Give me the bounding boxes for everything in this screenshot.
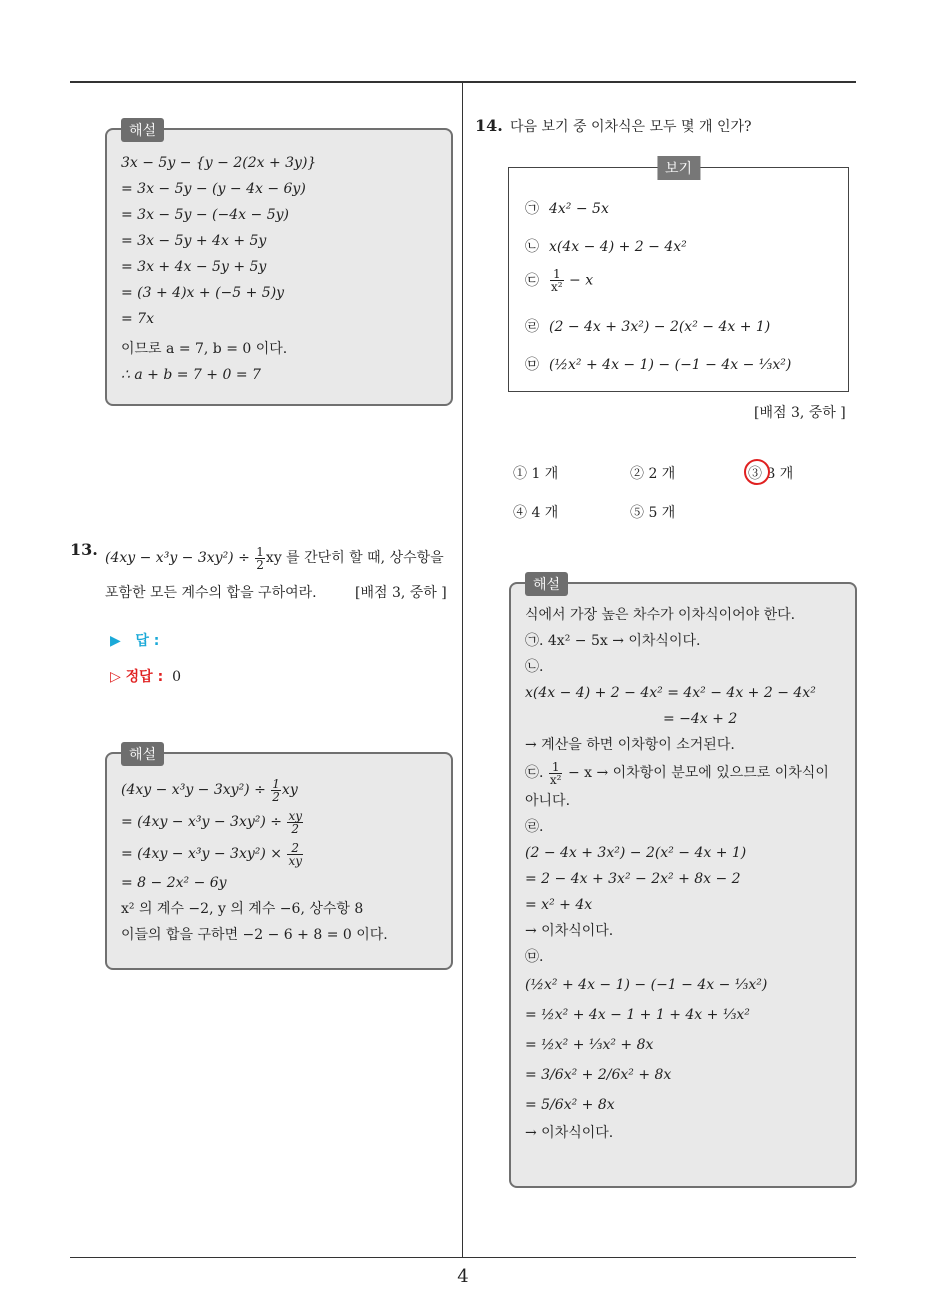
solution-line: = (4xy − x³y − 3xy²) × $\frac{2}{xy}$ bbox=[121, 840, 302, 868]
top-rule bbox=[70, 81, 856, 83]
question-number: 13. bbox=[70, 540, 98, 559]
selected-answer-circle bbox=[744, 459, 770, 485]
solution-line: → 계산을 하면 이차항이 소거된다. bbox=[525, 737, 735, 753]
bogi-box bbox=[508, 161, 849, 392]
solution-line: = 5/6x² + 8x bbox=[525, 1097, 615, 1113]
score-label: [배점 3, 중하 ] bbox=[754, 405, 846, 421]
solution-line: = −4x + 2 bbox=[663, 711, 738, 727]
solution-line: = 3x − 5y + 4x + 5y bbox=[121, 233, 267, 249]
solution-line: = ½x² + 4x − 1 + 1 + 4x + ⅓x² bbox=[525, 1007, 750, 1023]
fraction: $\frac{1}{2}$ bbox=[256, 544, 264, 572]
bogi-item: ㉣ (2 − 4x + 3x²) − 2(x² − 4x + 1) bbox=[525, 319, 771, 335]
solution-line: = (3 + 4)x + (−5 + 5)y bbox=[121, 285, 285, 301]
solution-line: (4xy − x³y − 3xy²) ÷ $\frac{1}{2}$ xy bbox=[121, 776, 298, 804]
question-expr-suffix: xy 를 간단히 할 때, 상수항을 bbox=[265, 550, 444, 566]
bogi-item: ㉤ (½x² + 4x − 1) − (−1 − 4x − ⅓x²) bbox=[525, 357, 792, 373]
solution-line: = 3x + 4x − 5y + 5y bbox=[121, 259, 267, 275]
choice-1[interactable]: ① 1 개 bbox=[513, 466, 559, 482]
solution-line: 이므로 a = 7, b = 0 이다. bbox=[121, 341, 288, 357]
choice-3[interactable]: ③ 3 개 bbox=[748, 463, 793, 483]
question-expr: (4xy − x³y − 3xy²) ÷ bbox=[105, 550, 250, 566]
solution-line: = 7x bbox=[121, 311, 154, 327]
q14-solution-box bbox=[509, 577, 857, 1188]
q13-solution-box bbox=[105, 747, 453, 970]
choice-5[interactable]: ⑤ 5 개 bbox=[630, 505, 676, 521]
answer-line: ▶ 답 : bbox=[110, 633, 160, 649]
choice-2[interactable]: ② 2 개 bbox=[630, 466, 676, 482]
solution-line: 식에서 가장 높은 차수가 이차식이어야 한다. bbox=[525, 607, 796, 623]
solution-tag: 해설 bbox=[121, 118, 164, 142]
solution-line: = x² + 4x bbox=[525, 897, 593, 913]
solution-line: 이들의 합을 구하면 −2 − 6 + 8 = 0 이다. bbox=[121, 927, 388, 943]
bottom-rule bbox=[70, 1257, 856, 1258]
solution-line: ㉠. 4x² − 5x → 이차식이다. bbox=[525, 633, 701, 649]
solution-line: ㉣. bbox=[525, 819, 544, 835]
question-text bbox=[105, 543, 444, 573]
solution-line: = 3/6x² + 2/6x² + 8x bbox=[525, 1067, 672, 1083]
question-text-line2: 포함한 모든 계수의 합을 구하여라. bbox=[105, 585, 317, 601]
page-number: 4 bbox=[457, 1266, 469, 1287]
bogi-item: ㉢ $\frac{1}{\text{x²}}$ − x bbox=[525, 267, 594, 294]
solution-line: ㉢. $\frac{1}{\text{x²}}$ − x → 이차항이 분모에 있으므로 이차식이 bbox=[525, 759, 829, 787]
solution-line: ㉤. bbox=[525, 949, 544, 965]
column-divider bbox=[462, 83, 463, 1258]
solution-line: ㉡. bbox=[525, 659, 544, 675]
bogi-tag: 보기 bbox=[657, 156, 700, 180]
solution-line: = 3x − 5y − (−4x − 5y) bbox=[121, 207, 289, 223]
bogi-item: ㉠ 4x² − 5x bbox=[525, 201, 609, 217]
solution-line: 아니다. bbox=[525, 793, 571, 809]
solution-line: → 이차식이다. bbox=[525, 1125, 614, 1141]
solution-line: = 3x − 5y − (y − 4x − 6y) bbox=[121, 181, 306, 197]
score-label: [배점 3, 중하 ] bbox=[355, 585, 447, 601]
solution-line: ∴ a + b = 7 + 0 = 7 bbox=[121, 367, 261, 383]
solution-line: = (4xy − x³y − 3xy²) ÷ $\frac{xy}{2}$ bbox=[121, 808, 302, 836]
bogi-item: ㉡ x(4x − 4) + 2 − 4x² bbox=[525, 239, 687, 255]
solution-line: = ½x² + ⅓x² + 8x bbox=[525, 1037, 654, 1053]
solution-line: 3x − 5y − {y − 2(2x + 3y)} bbox=[121, 155, 317, 171]
solution-tag: 해설 bbox=[525, 572, 568, 596]
solution-line: → 이차식이다. bbox=[525, 923, 614, 939]
q12-solution-box bbox=[105, 123, 453, 406]
solution-line: (½x² + 4x − 1) − (−1 − 4x − ⅓x²) bbox=[525, 977, 768, 993]
correct-answer-line: ▷ 정답 : 0 bbox=[110, 669, 181, 685]
solution-line: x² 의 계수 −2, y 의 계수 −6, 상수항 8 bbox=[121, 901, 364, 917]
choice-4[interactable]: ④ 4 개 bbox=[513, 505, 559, 521]
solution-line: = 8 − 2x² − 6y bbox=[121, 875, 227, 891]
solution-line: = 2 − 4x + 3x² − 2x² + 8x − 2 bbox=[525, 871, 741, 887]
question-number: 14. bbox=[475, 116, 503, 135]
solution-line: (2 − 4x + 3x²) − 2(x² − 4x + 1) bbox=[525, 845, 747, 861]
solution-line: x(4x − 4) + 2 − 4x² = 4x² − 4x + 2 − 4x² bbox=[525, 685, 816, 701]
solution-tag: 해설 bbox=[121, 742, 164, 766]
question-text: 다음 보기 중 이차식은 모두 몇 개 인가? bbox=[510, 119, 752, 135]
